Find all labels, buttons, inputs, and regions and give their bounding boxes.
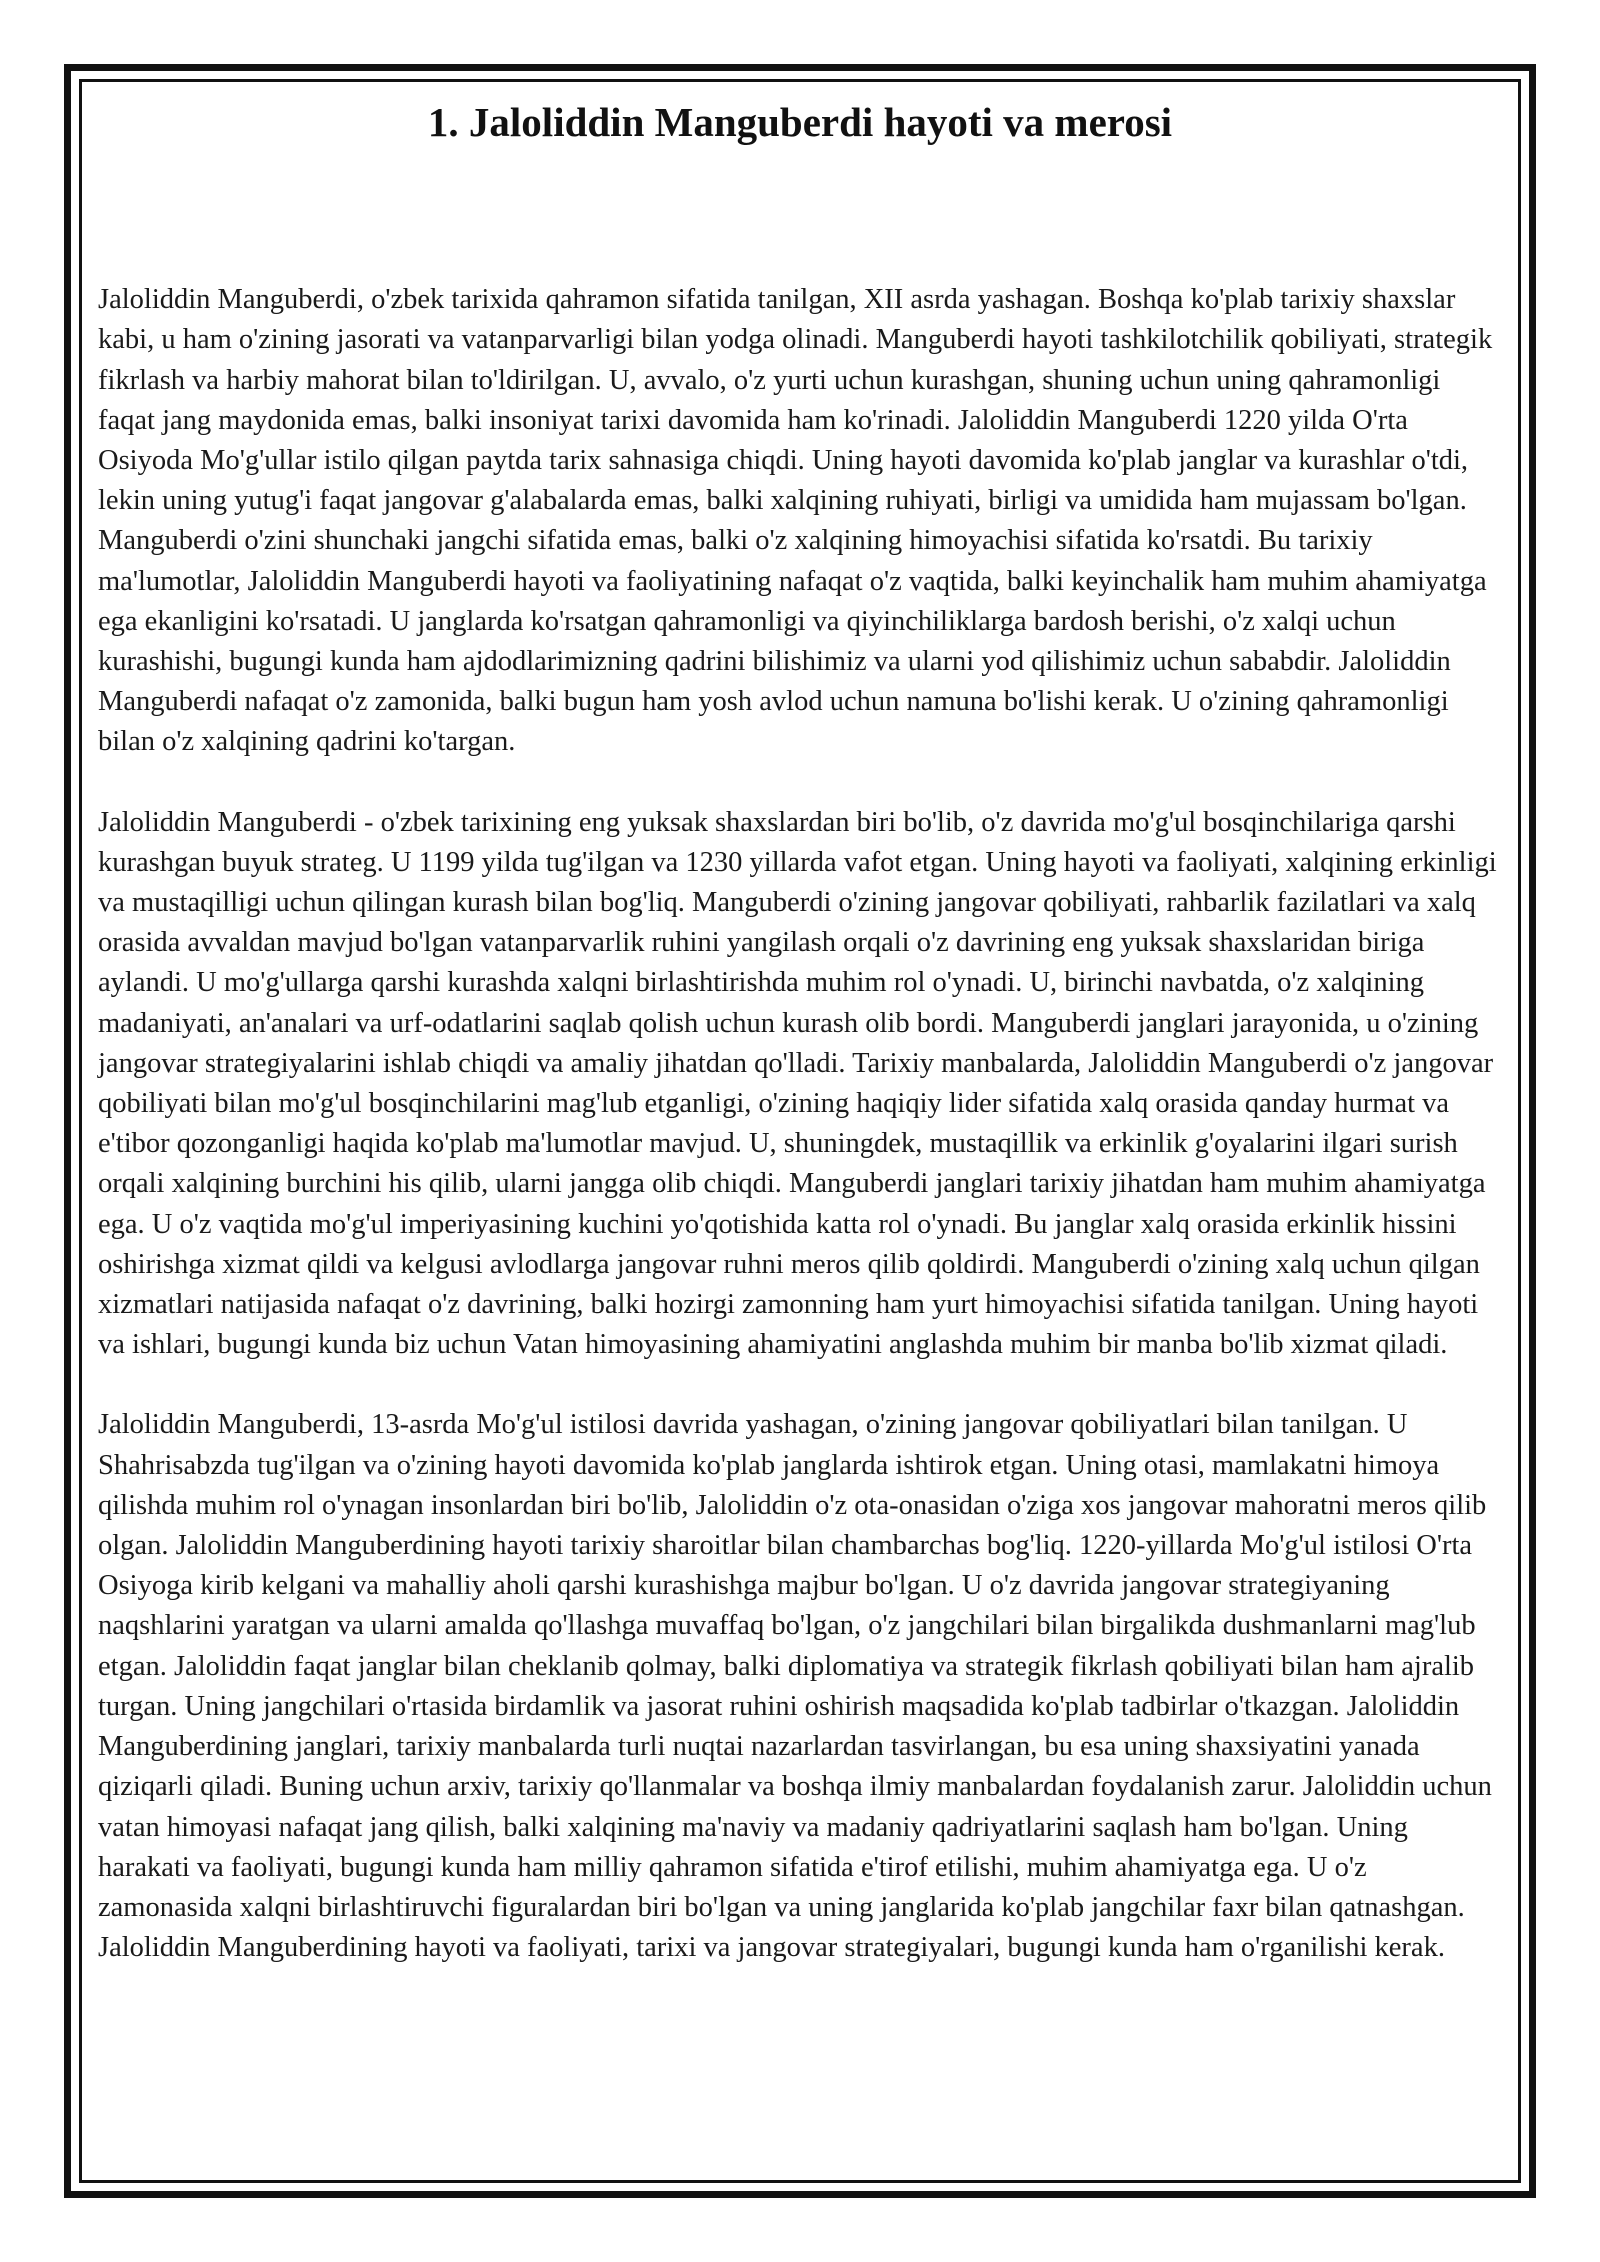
paragraph-2: Jaloliddin Manguberdi - o'zbek tarixining eng yuksak shaxslardan biri bo'lib, o'z davrida mo'g'ul bosqinchilariga qarshi kurashgan buyuk strateg. U 1199 yilda tug'ilgan va 1230 yillarda vafot etgan. Uning hayoti va faoliyati, xalqining erkinligi va mustaqilligi uchun qilingan kurash bilan bog'liq. Manguberdi o'zining jangovar qobiliyati, rahbarlik fazilatlari va xalq orasida avvaldan mavjud bo'lgan vatanparvarlik ruhini yangilash orqali o'z davrining eng yuksak shaxslaridan biriga aylandi. U mo'g'ullarga qarshi kurashda xalqni birlashtirishda muhim rol o'ynadi. U, birinchi navbatda, o'z xalqining madaniyati, an'analari va urf-odatlarini saqlab qolish uchun kurash olib bordi. Manguberdi janglari jarayonida, u o'zining jangovar strategiyalarini ishlab chiqdi va amaliy jihatdan qo'lladi. Tarixiy manbalarda, Jaloliddin Manguberdi o'z jangovar qobiliyati bilan mo'g'ul bosqinchilarini mag'lub etganligi, o'zining haqiqiy lider sifatida xalq orasida qanday hurmat va e'tibor qozonganligi haqida ko'plab ma'lumotlar mavjud. U, shuningdek, mustaqillik va erkinlik g'oyalarini ilgari surish orqali xalqining burchini his qilib, ularni jangga olib chiqdi. Manguberdi janglari tarixiy jihatdan ham muhim ahamiyatga ega. U o'z vaqtida mo'g'ul imperiyasining kuchini yo'qotishida katta rol o'ynadi. Bu janglar xalq orasida erkinlik hissini oshirishga xizmat qildi va kelgusi avlodlarga jangovar ruhni meros qilib qoldirdi. Manguberdi o'zining xalq uchun qilgan xizmatlari natijasida nafaqat o'z davrining, balki hozirgi zamonning ham yurt himoyachisi sifatida tanilgan. Uning hayoti va ishlari, bugungi kunda biz uchun Vatan himoyasining ahamiyatini anglashda muhim bir manba bo'lib xizmat qiladi. [98,806,1497,1361]
body-text [98,280,1502,1968]
paragraph-1: Jaloliddin Manguberdi, o'zbek tarixida qahramon sifatida tanilgan, XII asrda yashagan. Boshqa ko'plab tarixiy shaxslar kabi, u ham o'zining jasorati va vatanparvarligi bilan yodga olinadi. Manguberdi hayoti tashkilotchilik qobiliyati, strategik fikrlash va harbiy mahorat bilan to'ldirilgan. U, avvalo, o'z yurti uchun kurashgan, shuning uchun uning qahramonligi faqat jang maydonida emas, balki insoniyat tarixi davomida ham ko'rinadi. Jaloliddin Manguberdi 1220 yilda O'rta Osiyoda Mo'g'ullar istilo qilgan paytda tarix sahnasiga chiqdi. Uning hayoti davomida ko'plab janglar va kurashlar o'tdi, lekin uning yutug'i faqat jangovar g'alabalarda emas, balki xalqining ruhiyati, birligi va umidida ham mujassam bo'lgan. Manguberdi o'zini shunchaki jangchi sifatida emas, balki o'z xalqining himoyachisi sifatida ko'rsatdi. Bu tarixiy ma'lumotlar, Jaloliddin Manguberdi hayoti va faoliyatining nafaqat o'z vaqtida, balki keyinchalik ham muhim ahamiyatga ega ekanligini ko'rsatadi. U janglarda ko'rsatgan qahramonligi va qiyinchiliklarga bardosh berishi, o'z xalqi uchun kurashishi, bugungi kunda ham ajdodlarimizning qadrini bilishimiz va ularni yod qilishimiz uchun sababdir. Jaloliddin Manguberdi nafaqat o'z zamonida, balki bugun ham yosh avlod uchun namuna bo'lishi kerak. U o'zining qahramonligi bilan o'z xalqining qadrini ko'targan. [98,284,1493,758]
page-title: 1. Jaloliddin Manguberdi hayoti va merosi [427,99,1173,145]
paragraph-3: Jaloliddin Manguberdi, 13-asrda Mo'g'ul istilosi davrida yashagan, o'zining jangovar qobiliyatlari bilan tanilgan. U Shahrisabzda tug'ilgan va o'zining hayoti davomida ko'plab janglarda ishtirok etgan. Uning otasi, mamlakatni himoya qilishda muhim rol o'ynagan insonlardan biri bo'lib, Jaloliddin o'z ota-onasidan o'ziga xos jangovar mahoratni meros qilib olgan. Jaloliddin Manguberdining hayoti tarixiy sharoitlar bilan chambarchas bog'liq. 1220-yillarda Mo'g'ul istilosi O'rta Osiyoga kirib kelgani va mahalliy aholi qarshi kurashishga majbur bo'lgan. U o'z davrida jangovar strategiyaning naqshlarini yaratgan va ularni amalda qo'llashga muvaffaq bo'lgan, o'z jangchilari bilan birgalikda dushmanlarni mag'lub etgan. Jaloliddin faqat janglar bilan cheklanib qolmay, balki diplomatiya va strategik fikrlash qobiliyati bilan ham ajralib turgan. Uning jangchilari o'rtasida birdamlik va jasorat ruhini oshirish maqsadida ko'plab tadbirlar o'tkazgan. Jaloliddin Manguberdining janglari, tarixiy manbalarda turli nuqtai nazarlardan tasvirlangan, bu esa uning shaxsiyatini yanada qiziqarli qiladi. Buning uchun arxiv, tarixiy qo'llanmalar va boshqa ilmiy manbalardan foydalanish zarur. Jaloliddin uchun vatan himoyasi nafaqat jang qilish, balki xalqining ma'naviy va madaniy qadriyatlarini saqlash ham bo'lgan. Uning harakati va faoliyati, bugungi kunda ham milliy qahramon sifatida e'tirof etilishi, muhim ahamiyatga ega. U o'z zamonasida xalqni birlashtiruvchi figuralardan biri bo'lgan va uning janglarida ko'plab jangchilar faxr bilan qatnashgan. Jaloliddin Manguberdining hayoti va faoliyati, tarixi va jangovar strategiyalari, bugungi kunda ham o'rganilishi kerak. [98,1409,1492,1964]
document-body [98,98,1502,2008]
